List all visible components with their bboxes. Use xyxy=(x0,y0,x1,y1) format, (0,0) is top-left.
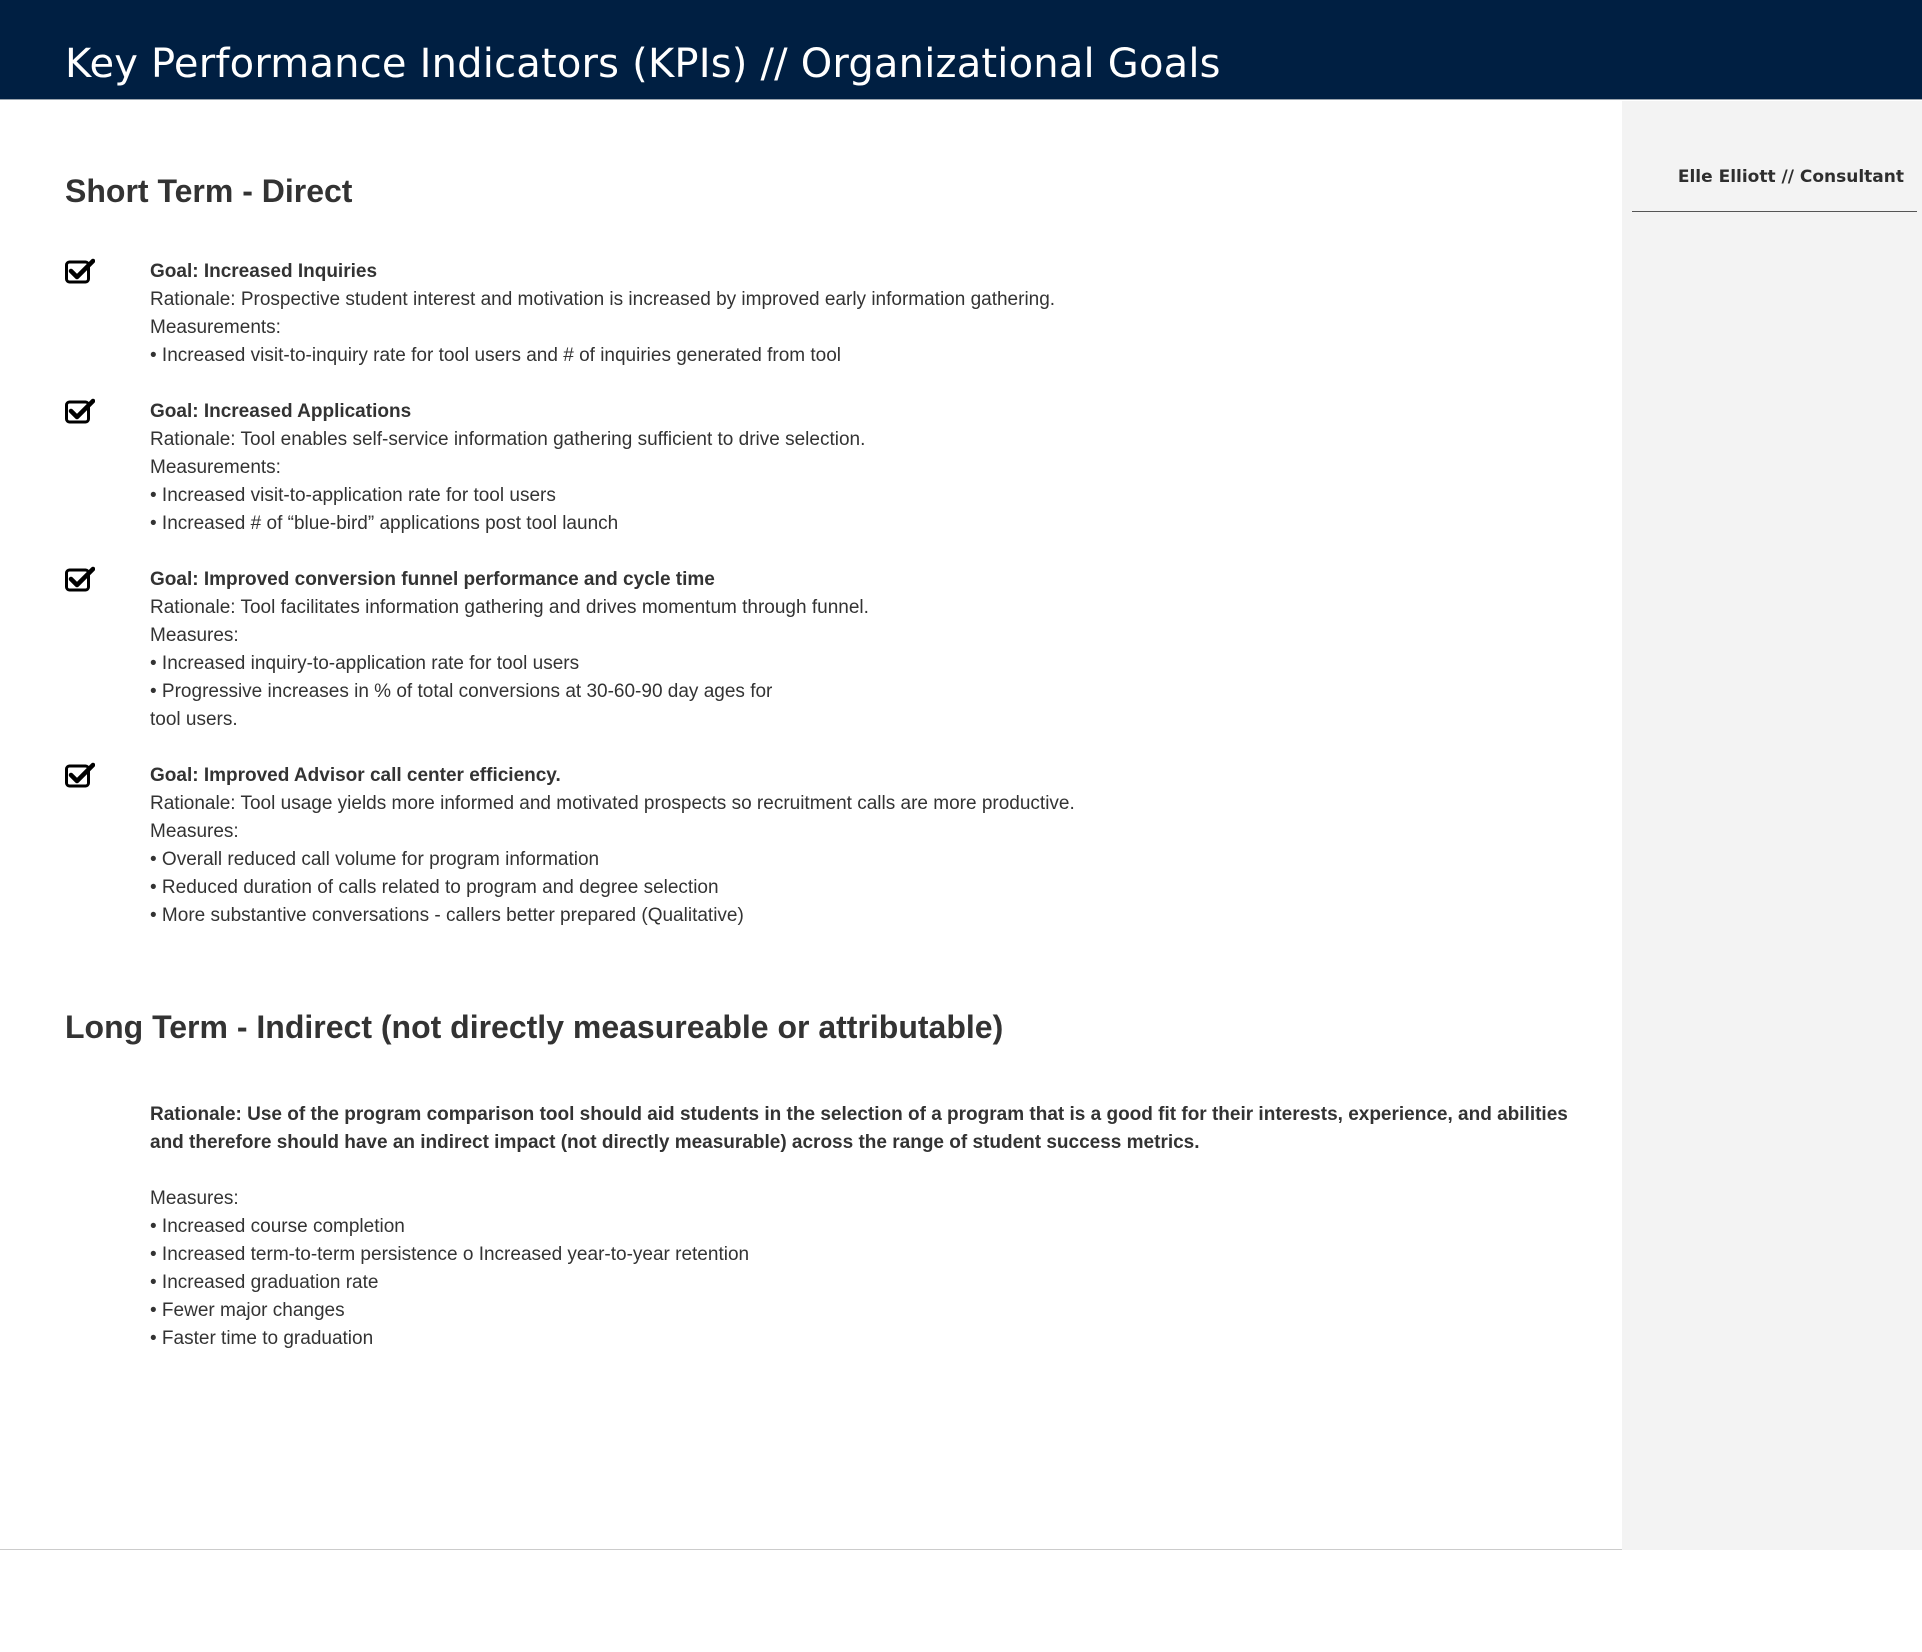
long-term-body xyxy=(150,1101,1580,1353)
checkbox-checked-icon xyxy=(65,258,95,284)
checkbox-checked-icon xyxy=(65,762,95,788)
measure-bullet: • Overall reduced call volume for program information xyxy=(150,849,600,870)
measures-label: Measures: xyxy=(150,625,239,646)
goal-body xyxy=(150,762,1550,930)
measure-bullet: • Increased inquiry-to-application rate for tool users xyxy=(150,653,580,674)
measure-bullet: • Faster time to graduation xyxy=(150,1328,374,1349)
measure-bullet: • Increased graduation rate xyxy=(150,1272,379,1293)
goal-title: Goal: Increased Applications xyxy=(150,401,412,422)
goal-rationale: Rationale: Tool facilitates information gathering and drives momentum through funnel. xyxy=(150,597,869,618)
goal-title: Goal: Increased Inquiries xyxy=(150,261,378,282)
goal-body xyxy=(150,258,1550,370)
spacer xyxy=(150,1157,1580,1185)
measure-bullet: • Increased visit-to-inquiry rate for tool users and # of inquiries generated from tool xyxy=(150,345,841,366)
header-bar xyxy=(0,0,1922,100)
measure-bullet: tool users. xyxy=(150,709,238,730)
measure-bullet: • Increased course completion xyxy=(150,1216,405,1237)
author-label: Elle Elliott // Consultant xyxy=(1677,167,1904,187)
goal-body xyxy=(150,398,1550,538)
checkbox-checked-icon xyxy=(65,398,95,424)
measures-label: Measures: xyxy=(150,821,239,842)
bottom-divider xyxy=(0,1549,1622,1550)
section-heading-short-term: Short Term - Direct xyxy=(65,173,353,209)
measure-bullet: • Increased term-to-term persistence o Increased year-to-year retention xyxy=(150,1244,750,1265)
measures-label: Measurements: xyxy=(150,317,281,338)
measures-label: Measurements: xyxy=(150,457,281,478)
measure-bullet: • Progressive increases in % of total conversions at 30-60-90 day ages for xyxy=(150,681,773,702)
goal-title: Goal: Improved Advisor call center efficiency. xyxy=(150,765,561,786)
long-term-rationale: Rationale: Use of the program comparison tool should aid students in the selection of a program that is a good fit for their interests, experience, and abilities and therefore should have an indirect impact (not directly measurable) across the range of student success metrics. xyxy=(150,1104,1568,1153)
side-panel xyxy=(1622,101,1922,1550)
measure-bullet: • Reduced duration of calls related to program and degree selection xyxy=(150,877,719,898)
goal-body xyxy=(150,566,1550,734)
checkbox-checked-icon xyxy=(65,566,95,592)
measure-bullet: • Increased # of “blue-bird” applications post tool launch xyxy=(150,513,619,534)
page-title: Key Performance Indicators (KPIs) // Organizational Goals xyxy=(65,41,1221,87)
measure-bullet: • More substantive conversations - callers better prepared (Qualitative) xyxy=(150,905,744,926)
side-divider xyxy=(1632,211,1917,212)
section-heading-long-term: Long Term - Indirect (not directly measureable or attributable) xyxy=(65,1009,1004,1045)
goal-rationale: Rationale: Tool usage yields more informed and motivated prospects so recruitment calls are more productive. xyxy=(150,793,1075,814)
goal-rationale: Rationale: Tool enables self-service information gathering sufficient to drive selection. xyxy=(150,429,866,450)
measures-label: Measures: xyxy=(150,1188,239,1209)
measure-bullet: • Fewer major changes xyxy=(150,1300,345,1321)
goal-title: Goal: Improved conversion funnel performance and cycle time xyxy=(150,569,715,590)
goal-rationale: Rationale: Prospective student interest and motivation is increased by improved early information gathering. xyxy=(150,289,1056,310)
measure-bullet: • Increased visit-to-application rate for tool users xyxy=(150,485,556,506)
